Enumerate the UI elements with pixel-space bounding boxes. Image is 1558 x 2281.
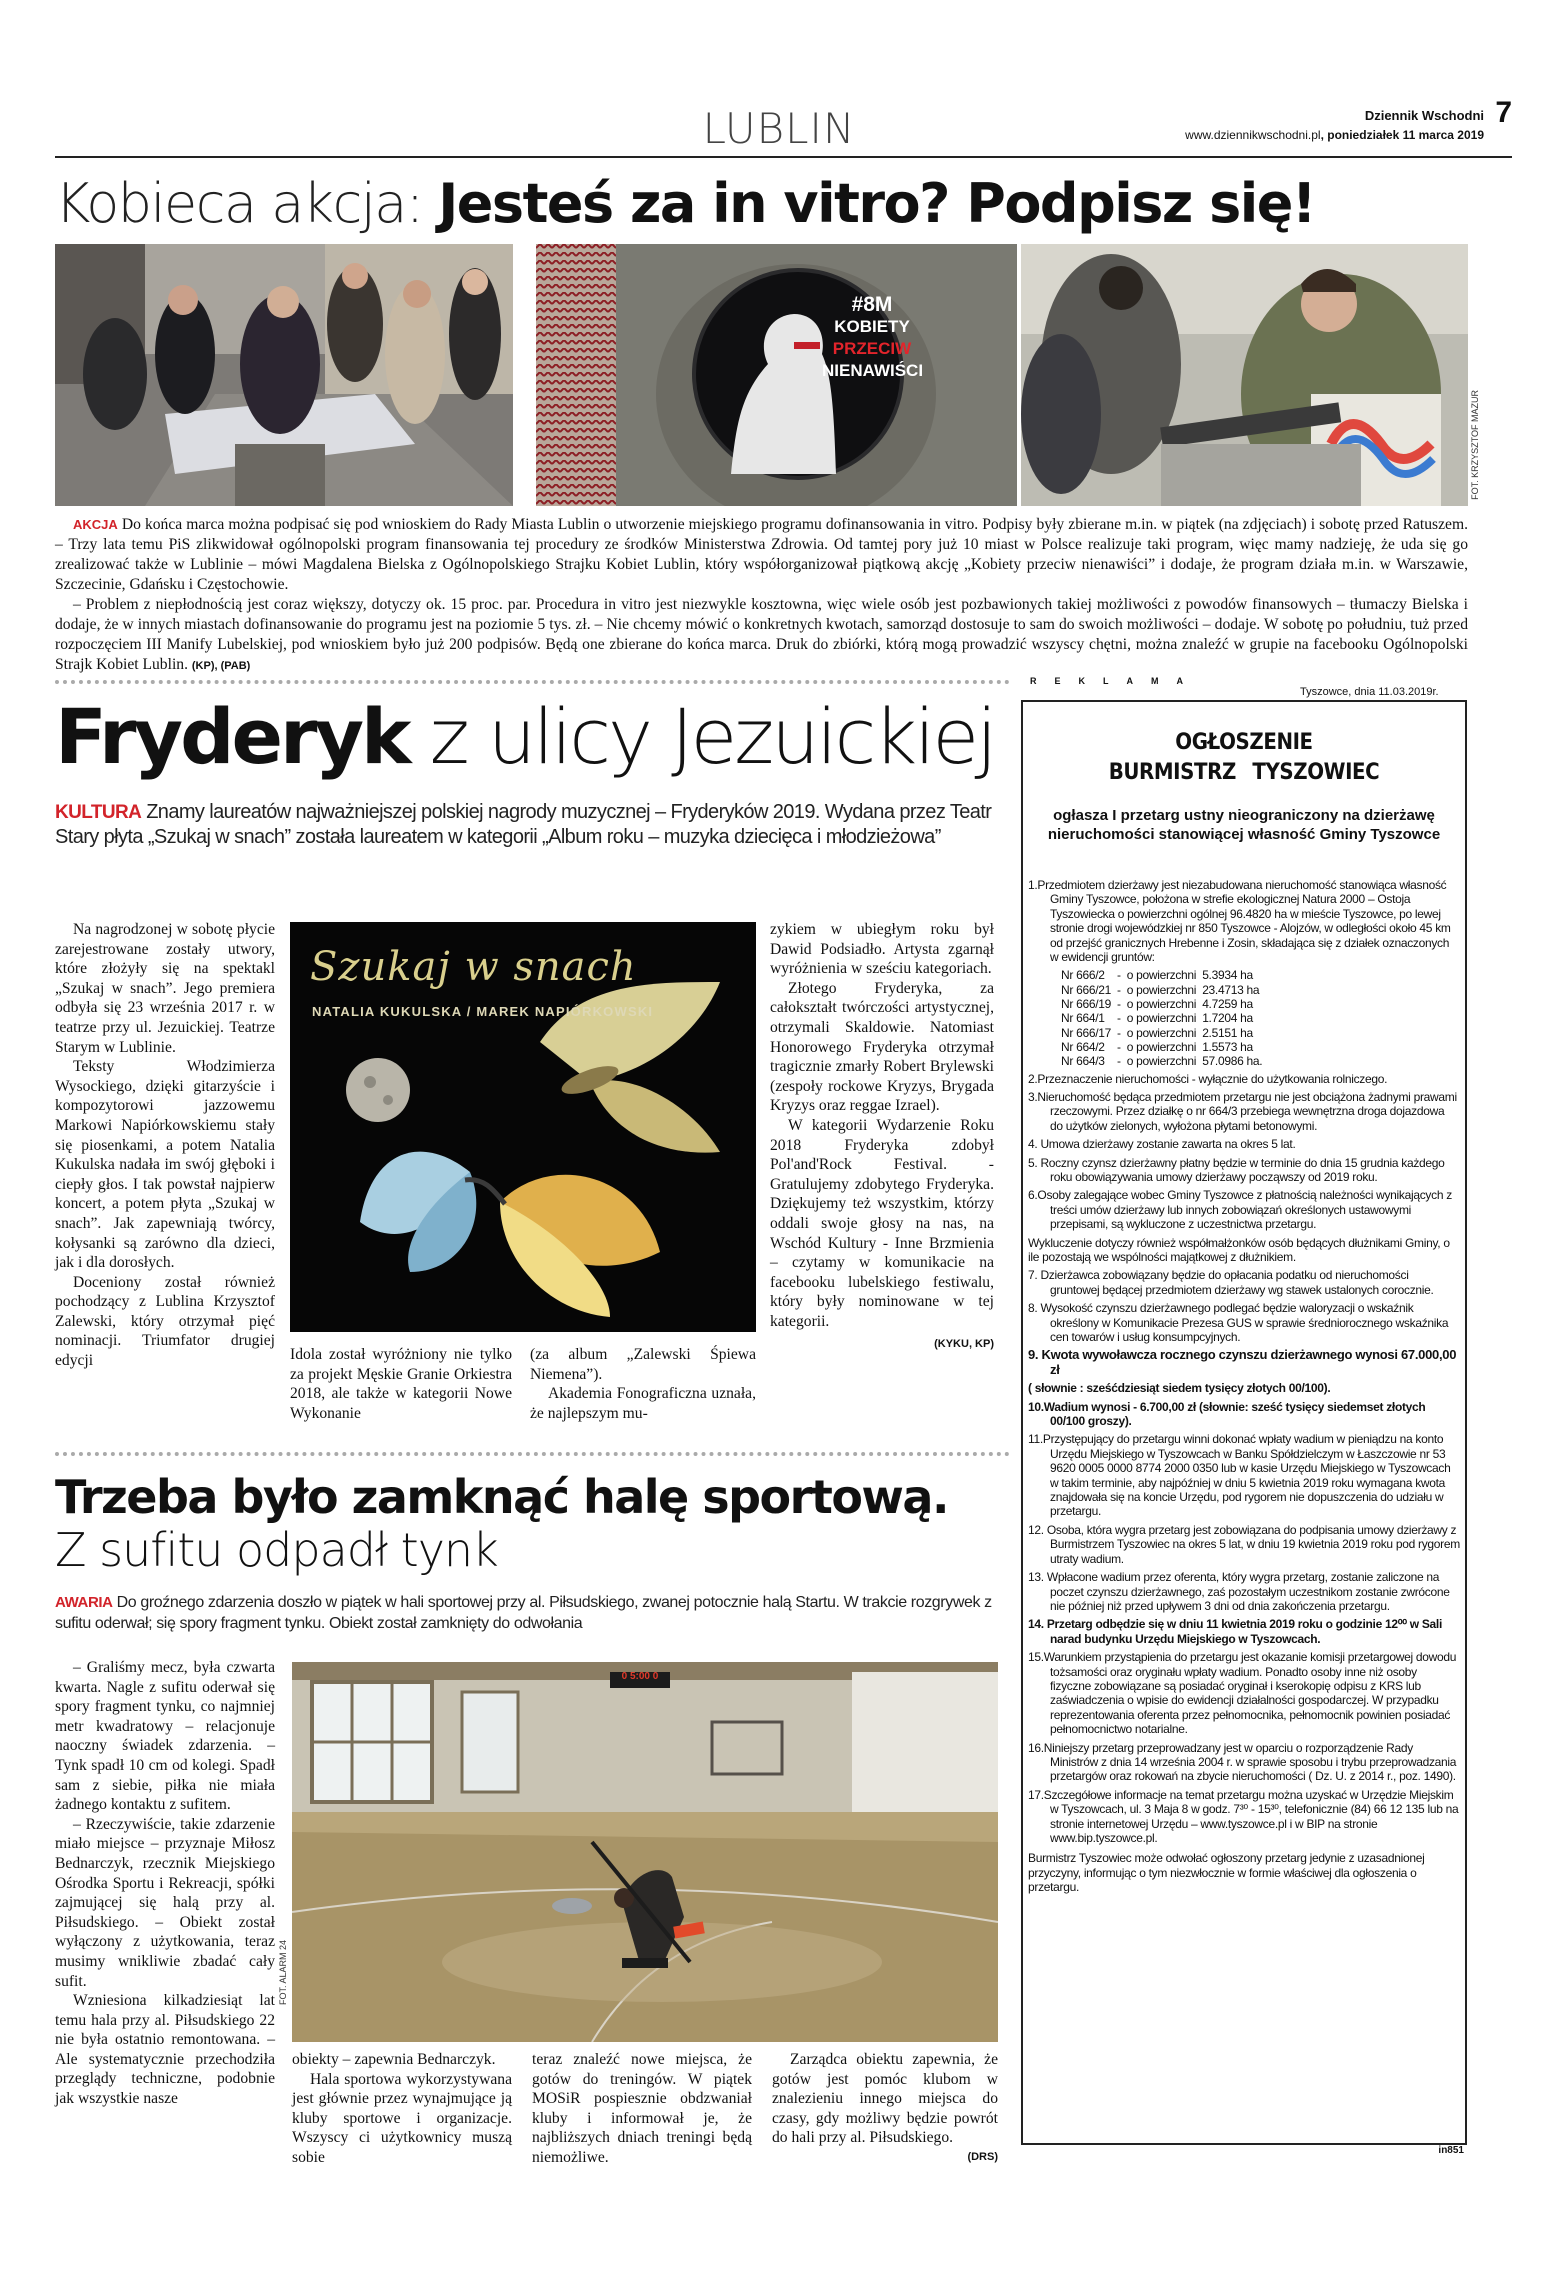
parcel-number: Nr 664/1 [1061,1011,1105,1026]
section-title: LUBLIN [702,104,856,153]
photo-sports-hall [292,1662,998,2042]
parcel-sep: - [1117,1025,1121,1040]
parcel-number: Nr 664/2 [1061,1039,1105,1054]
headline-in-vitro: Kobieca akcja: Jesteś za in vitro? Podpisz się! [55,172,1316,235]
album-artists: NATALIA KUKULSKA / MAREK NAPIÓRKOWSKI [312,1004,654,1019]
caption-in-vitro: AKCJA Do końca marca można podpisać się pod wnioskiem do Rady Miasta Lublin o utworzenie miejskiego programu dofinansowania in vitro. Podpisy były zbierane m.in. w piątek (na zdjęciach) i sobotę przed Ratuszem. – Trzy lata temu PiS zlikwidował ogólnopolski program finansowania tej procedury ze środków Ministerstwa Zdrowia. Od tamtej pory już 10 miast w Polsce realizuje taki program, więc mamy nadzieję, że uda się go zrealizować także w Lublinie – mówi Magdalena Bielska z Ogólnopolskiego Strajku Kobiet Lublin, który współorganizował piątkową akcję „Kobiety przeciw nienawiści” i dodaje, że program działa m.in. w Warszawie, Szczecinie, Gdańsku i Częstochowie. – Problem z niepłodnością jest coraz większy, dotyczy ok. 15 proc. par. Procedura in vitro jest niezwykle kosztowna, więc wiele osób jest pozbawionych takiej możliwości z powodów finansowych – tłumaczy Bielska i dodaje, że w innych miastach dofinansowanie do programu jest na poziomie 5 tys. zł. – Nie chcemy mówić o konkretnych kwotach, samorząd dostosuje to sam do swoich możliwości – dodaje. W sobotę po południu, tuż przed rozpoczęciem III Manify Lubelskiej, pod wnioskiem było już 200 podpisów. Będą one zbierane do końca marca. Druk do zbiórki, którą mogą prowadzić wszyscy chętni, można znaleźć w grupie na facebooku Ogólnopolski Strajk Kobiet Lublin. (KP), (PAB) [55,516,1468,673]
parcel-sep: - [1117,982,1121,997]
column-hala-3: teraz znaleźć nowe miejsca, że gotów do treningów. W piątek MOSiR pospiesznie obdzwaniał kluby i informował je, że najbliższych dniach treningi będą niemożliwe. [532,2051,752,2166]
scoreboard: 0 5:00 0 [621,1671,659,1682]
photo-signing-table [55,244,513,506]
parcel-prefix: o powierzchni [1126,968,1197,983]
album-title: Szukaj w snach [310,944,637,990]
parcel-sep: - [1117,1054,1121,1069]
parcel-row [1061,1040,1268,1054]
parcel-row [1061,1011,1268,1025]
badge-text: #8M KOBIETY PRZECIW NIENAWIŚCI [822,293,924,380]
parcel-prefix: o powierzchni [1126,1025,1197,1040]
signature: (DRS) [967,2150,998,2163]
ad-title: OGŁOSZENIE BURMISTRZ TYSZOWIEC [1108,730,1380,785]
parcel-sep: - [1117,1011,1121,1026]
parcel-number: Nr 666/2 [1061,968,1105,983]
column-fryderyk-3: zykiem w ubiegłym roku był Dawid Podsiadło. Artysta zgarnął wyróżnienia w sześciu kategoriach. Złotego Fryderyka, za całokształt twórczości artystycznej, otrzymali Skaldowie. Natomiast Honorowego Fryderyka otrzymał tragicznie zmarły Robert Brylewski (zespoły rockowe Kryzys, Brygada Kryzys oraz reggae Izrael). W kategorii Wydarzenie Roku 2018 Fryderyka zdobył Pol'and'Rock Festival. - Gratulujemy zdobytego Fryderyka. Dziękujemy też wszystkim, którzy oddali swoje głosy na nas, na Wschód Kultury - Inne Brzmienia – czytamy w komunikacie na facebooku lubelskiego festiwalu, który były nominowane w tej kategorii. (KYKU, KP) [770,920,994,1355]
site-link[interactable]: www.dziennikwschodni.pl [1185,128,1321,142]
album-cover [290,922,756,1332]
parcel-number: Nr 666/17 [1061,1025,1111,1040]
parcel-sep: - [1117,968,1121,983]
subheadline-hala: Z sufitu odpadł tynk [55,1523,498,1577]
parcel-area: 23.4713 ha [1202,982,1260,997]
parcel-sep: - [1117,1039,1121,1054]
issue-date: poniedziałek 11 marca 2019 [1327,128,1484,142]
page-number: 7 [1495,96,1512,129]
parcel-row [1061,968,1268,982]
divider [55,1452,1010,1456]
parcel-area: 57.0986 ha. [1202,1054,1263,1069]
photo-woman-signing [1021,244,1468,506]
parcel-row [1061,1054,1268,1068]
lead-hala: AWARIA Do groźnego zdarzenia doszło w piątek w hali sportowej przy al. Piłsudskiego, zwanej potocznie halą Startu. W trakcie rozgrywek z sufitu oderwał; się spory fragment tynku. Obiekt został zamknięty do odwołania [55,1594,992,1632]
parcel-number: Nr 666/19 [1061,997,1111,1012]
paper-url: www.dziennikwschodni.pl, poniedziałek 11 marca 2019 [1185,128,1484,142]
signature: (KYKU, KP) [934,1338,994,1351]
column-hala-2: obiekty – zapewnia Bednarczyk. Hala sportowa wykorzystywana jest głównie przez wynajmujące ją kluby sportowe i organizacje. Wszyscy ci użytkownicy muszą sobie [292,2051,512,2166]
column-hala-1: – Graliśmy mecz, była czwarta kwarta. Nagle z sufitu oderwał się spory fragment tynku, co najmniej metr kwadratowy – relacjonuje naoczny świadek zdarzenia. – Tynk spadł 10 cm od kolegi. Spadł sam z siebie, piłka nie miała żadnego kontaktu z sufitem. – Rzeczywiście, takie zdarzenie miało miejsce – przyznaje Miłosz Bednarczyk, rzecznik Miejskiego Ośrodka Sportu i Rekreacji, spółki zajmującej się halą przy al. Piłsudskiego. – Obiekt został wyłączony z użytkowania, teraz musimy wnikliwie zbadać cały sufit. Wzniesiona kilkadziesiąt lat temu hala przy al. Piłsudskiego 22 nie była ostatnio remontowana. – Ale systematycznie przechodziła przeglądy techniczne, podobnie jak wszystkie nasze [55,1659,275,2108]
photo-credit: FOT. ALARM 24 [278,1940,288,2006]
photo-credit: FOT. KRZYSZTOF MAZUR [1470,390,1480,500]
parcel-row [1061,1026,1268,1040]
paper-name: Dziennik Wschodni [1364,108,1484,123]
parcel-area: 4.7259 ha [1202,997,1253,1012]
parcel-prefix: o powierzchni [1126,997,1197,1012]
ad-subtitle: ogłasza I przetarg ustny nieograniczony na dzierżawę nieruchomości stanowiącej własność Gminy Tyszowce [1047,807,1441,843]
parcel-row [1061,983,1268,997]
ad-body: 1.Przedmiotem dzierżawy jest niezabudowana nieruchomość stanowiąca własność Gminy Tyszowce, położona w strefie ekologicznej Natura 2000 – Ostoja Tyszowiecka o powierzchni ogólnej 96.4820 ha w mieście Tyszowce, po lewej stronie drogi wojewódzkiej nr 850 Tyszowce - Alojzów, w odległości około 45 km od przejść granicznych Hrebenne i Zosin, składająca się z działek oznaczonych w ewidencji gruntów: Nr 666/2 - o powierzchni 5.3934 ha Nr 666/21 - o powierzchni 23.4713 ha Nr 666/19 - o powierzchni 4.7259 ha Nr 664/1 - o powierzchni 1.7204 ha Nr 666/17 - o powierzchni 2.5151 ha Nr 664/2 - o powierzchni 1.5573 ha Nr 664/3 - o powierzchni 57.0986 ha. 2.Przeznaczenie nieruchomości - wyłącznie do użytkowania rolniczego. 3.Nieruchomość będąca przedmiotem przetargu nie jest obciążona żadnymi prawami rzeczowymi. Przez działkę o nr 664/3 przebiega wewnętrzna droga dojazdowa do użytków zielonych, wyłożona płytami betonowymi. 4. Umowa dzierżawy zostanie zawarta na okres 5 lat. 5. Roczny czynsz dzierżawny płatny będzie w terminie do dnia 15 grudnia każdego roku obowiązywania umowy dzierżawy począwszy od 2019 roku. 6.Osoby zalegające wobec Gminy Tyszowce z płatnością należności wynikających z treści umów dzierżawy lub innych zobowiązań określonych ustawowymi przepisami, są wykluczone z uczestnictwa przetargu. Wykluczenie dotyczy również współmałżonków osób będących dłużnikami Gminy, o ile pozostają we wspólności majątkowej z dłużnikiem. 7. Dzierżawca zobowiązany będzie do opłacania podatku od nieruchomości gruntowej będącej przedmiotem dzierżawy wg stawek ustalonych corocznie. 8. Wysokość czynszu dzierżawnego podlegać będzie waloryzacji o wskaźnik określony w Komunikacie Prezesa GUS w sprawie średniorocznego wskaźnika cen towarów i usług konsumpcyjnych. 9. Kwota wywoławcza rocznego czynszu dzierżawnego wynosi 67.000,00 zł ( słownie : sześćdziesiąt siedem tysięcy złotych 00/100). 10.Wadium wynosi - 6.700,00 zł (słownie: sześć tysięcy siedemset złotych 00/100 groszy). 11.Przystępujący do przetargu winni dokonać wpłaty wadium w pieniądzu na konto Urzędu Miejskiego w Tyszowcach w Banku Spółdzielczym w Łaszczowie nr 53 9620 0005 0000 8774 2000 0350 lub w kasie Urzędu Miejskiego w Tyszowcach w takim terminie, aby najpóźniej w dniu 5 kwietnia 2019 roku wymagana kwota znajdowała się na koncie Urzędu, pod rygorem nie dopuszczenia do udziału w przetargu. 12. Osoba, która wygra przetarg jest zobowiązana do podpisania umowy dzierżawy z Burmistrzem Tyszowiec na okres 5 lat, w dniu 19 kwietnia 2019 roku pod rygorem utraty wadium. 13. Wpłacone wadium przez oferenta, który wygra przetarg, zostanie zaliczone na poczet czynszu dzierżawnego, zaś pozostałym uczestnikom zostanie zwrócone nie później niż przed upływem 3 dni od dnia zakończenia przetargu. 14. Przetarg odbędzie się w dniu 11 kwietnia 2019 roku o godzinie 12⁰⁰ w Sali narad budynku Urzędu Miejskiego w Tyszowcach. 15.Warunkiem przystąpienia do przetargu jest okazanie komisji przetargowej dowodu tożsamości oraz oryginału wpłaty wadium. Ponadto osoby inne niż osoby fizyczne zobowiązane są posiadać oryginał i kserokopię odpisu z KRS lub zaświadczenia o wpisie do ewidencji działalności gospodarczej. W przypadku reprezentowania oferenta przez pełnomocnika, pełnomocnik powinien posiadać pełnomocnictwo notarialne. 16.Niniejszy przetarg przeprowadzany jest w oparciu o rozporządzenie Rady Ministrów z dnia 14 września 2004 r. w sprawie sposobu i trybu przeprowadzania przetargów oraz rokowań na zbycie nieruchomości ( Dz. U. z 2014 r., poz. 1490). 17.Szczegółowe informacje na temat przetargu można uzyskać w Urzędzie Miejskim w Tyszowcach, ul. 3 Maja 8 w godz. 7³⁰ - 15³⁰, telefonicznie (84) 66 12 135 lub na stronie internetowej Urzędu – www.tyszowce.pl i w BIP na stronie www.bip.tyszowce.pl. Burmistrz Tyszowiec może odwołać ogłoszony przetarg jedynie z uzasadnionej przyczyny, informując o tym niezwłocznie w formie właściwej dla ogłoszenia o przetargu. [1028,878,1460,1895]
column-fryderyk-2a: Idola został wyróżniony nie tylko za projekt Męskie Granie Orkiestra 2018, ale także w kategorii Nowe Wykonanie [290,1346,512,1422]
column-fryderyk-1: Na nagrodzonej w sobotę płycie zarejestrowane zostały utwory, które złożyły się na spektakl „Szukaj w snach”. Jego premiera odbyła się 23 września 2017 r. w teatrze przy ul. Jezuickiej. Teatrze Starym w Lublinie. Teksty Włodzimierza Wysockiego, dzięki gitarzyście i kompozytorowi jazzowemu Markowi Napiórkowskiemu stały się piosenkami, a potem Natalia Kukulska nadała im swój głęboki i ciepły głos. I tak powstał najpierw koncert, a potem płyta „Szukaj w snach”. Jak zapewniają twórcy, kołysanki są zarówno dla dzieci, jak i dla dorosłych. Doceniony został również pochodzący z Lublina Krzysztof Zalewski, który otrzymał pięć nominacji. Triumfator drugiej edycji [55,921,275,1370]
parcel-prefix: o powierzchni [1126,1054,1197,1069]
photo-badge [536,244,1017,506]
ad-label: REKLAMA [1030,676,1201,686]
parcel-area: 5.3934 ha [1202,968,1253,983]
divider [55,680,1010,684]
header-rule [55,156,1512,158]
lead-fryderyk: KULTURA Znamy laureatów najważniejszej polskiej nagrody muzycznej – Fryderyków 2019. Wydana przez Teatr Stary płyta „Szukaj w snach” została laureatem w kategorii „Album roku – muzyka dziecięca i młodzieżowa” [55,801,992,848]
column-fryderyk-2b: (za album „Zalewski Śpiewa Niemena”). Akademia Fonograficzna uznała, że najlepszym mu- [530,1346,756,1422]
parcel-prefix: o powierzchni [1126,1039,1197,1054]
ad-date: Tyszowce, dnia 11.03.2019r. [1300,686,1439,698]
headline-fryderyk: Fryderyk z ulicy Jezuickiej [55,692,995,781]
parcel-table [1061,968,1268,1068]
column-hala-4: Zarządca obiektu zapewnia, że gotów jest pomóc klubom w znalezieniu innego miejsca do czasy, gdy możliwy będzie powrót do hali przy al. Piłsudskiego. (DRS) [772,2050,998,2168]
headline-hala: Trzeba było zamknąć halę sportową. [55,1470,948,1524]
ad-code: in851 [1438,2145,1464,2156]
parcel-area: 2.5151 ha [1202,1025,1253,1040]
parcel-area: 1.7204 ha [1202,1011,1253,1026]
parcel-sep: - [1117,997,1121,1012]
parcel-area: 1.5573 ha [1202,1039,1253,1054]
parcel-number: Nr 664/3 [1061,1054,1105,1069]
parcel-prefix: o powierzchni [1126,1011,1197,1026]
parcel-prefix: o powierzchni [1126,982,1197,997]
parcel-number: Nr 666/21 [1061,982,1111,997]
parcel-row [1061,997,1268,1011]
